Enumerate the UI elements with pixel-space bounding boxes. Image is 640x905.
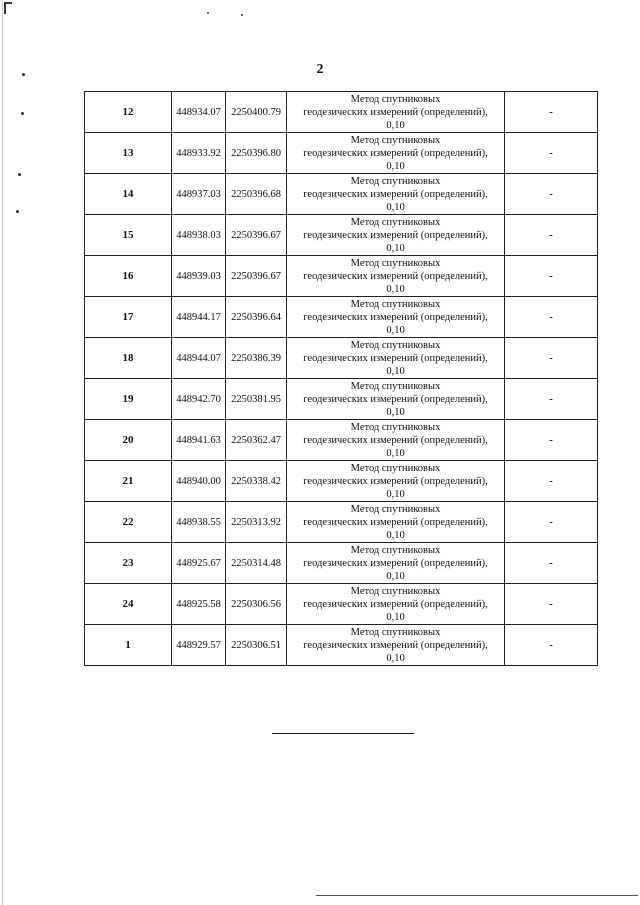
method-cell: [287, 543, 505, 584]
y-coordinate-cell: 2250396.67: [226, 215, 287, 256]
table-row: [85, 338, 598, 379]
x-coordinate-cell: 448942.70: [172, 379, 226, 420]
table-row: [85, 584, 598, 625]
description-cell: -: [505, 215, 598, 256]
point-number-cell: 14: [85, 174, 172, 215]
method-text-line: геодезических измерений (определений),: [303, 352, 488, 364]
description-cell: -: [505, 174, 598, 215]
page-number: 2: [316, 62, 324, 77]
table-row: [85, 297, 598, 338]
x-coordinate-cell: 448944.07: [172, 338, 226, 379]
y-coordinate-cell: 2250396.68: [226, 174, 287, 215]
method-text-line: Метод спутниковых: [350, 462, 441, 474]
x-coordinate-cell: 448933.92: [172, 133, 226, 174]
description-cell: -: [505, 256, 598, 297]
x-coordinate-cell: 448939.03: [172, 256, 226, 297]
method-cell: [287, 584, 505, 625]
method-text-line: 0,10: [386, 201, 405, 213]
x-coordinate-cell: 448937.03: [172, 174, 226, 215]
method-cell: [287, 379, 505, 420]
method-text-line: 0,10: [386, 324, 405, 336]
method-text-line: Метод спутниковых: [350, 503, 441, 515]
point-number-cell: 22: [85, 502, 172, 543]
description-cell: -: [505, 584, 598, 625]
y-coordinate-cell: 2250400.79: [226, 92, 287, 133]
description-cell: -: [505, 420, 598, 461]
method-text-line: 0,10: [386, 488, 405, 500]
method-text-line: Метод спутниковых: [350, 134, 441, 146]
table-row: [85, 92, 598, 133]
x-coordinate-cell: 448925.58: [172, 584, 226, 625]
x-coordinate-cell: 448925.67: [172, 543, 226, 584]
method-text-line: геодезических измерений (определений),: [303, 434, 488, 446]
scan-dot: [21, 112, 24, 115]
y-coordinate-cell: 2250306.56: [226, 584, 287, 625]
coordinates-table-body: [85, 92, 598, 666]
point-number-cell: 23: [85, 543, 172, 584]
scan-dot: [207, 12, 209, 14]
y-coordinate-cell: 2250396.67: [226, 256, 287, 297]
point-number-cell: 17: [85, 297, 172, 338]
y-coordinate-cell: 2250314.48: [226, 543, 287, 584]
method-text-line: Метод спутниковых: [350, 339, 441, 351]
y-coordinate-cell: 2250306.51: [226, 625, 287, 666]
method-text-line: геодезических измерений (определений),: [303, 393, 488, 405]
x-coordinate-cell: 448929.57: [172, 625, 226, 666]
method-cell: [287, 133, 505, 174]
method-text-line: геодезических измерений (определений),: [303, 557, 488, 569]
table-row: [85, 256, 598, 297]
table-row: [85, 215, 598, 256]
method-text-line: 0,10: [386, 160, 405, 172]
method-text-line: 0,10: [386, 365, 405, 377]
method-cell: [287, 92, 505, 133]
method-text-line: геодезических измерений (определений),: [303, 516, 488, 528]
method-text-line: геодезических измерений (определений),: [303, 639, 488, 651]
method-text-line: геодезических измерений (определений),: [303, 270, 488, 282]
coordinates-table: [84, 91, 598, 666]
method-text-line: Метод спутниковых: [350, 421, 441, 433]
description-cell: -: [505, 92, 598, 133]
method-text-line: геодезических измерений (определений),: [303, 147, 488, 159]
point-number-cell: 1: [85, 625, 172, 666]
table-row: [85, 502, 598, 543]
point-number-cell: 13: [85, 133, 172, 174]
description-cell: -: [505, 297, 598, 338]
scan-dot: [16, 210, 19, 213]
y-coordinate-cell: 2250338.42: [226, 461, 287, 502]
method-text-line: Метод спутниковых: [350, 626, 441, 638]
y-coordinate-cell: 2250362.47: [226, 420, 287, 461]
method-text-line: Метод спутниковых: [350, 380, 441, 392]
x-coordinate-cell: 448934.07: [172, 92, 226, 133]
footer-separator-line: [272, 733, 414, 734]
y-coordinate-cell: 2250396.80: [226, 133, 287, 174]
method-cell: [287, 502, 505, 543]
method-text-line: геодезических измерений (определений),: [303, 188, 488, 200]
bottom-edge-line: [316, 895, 638, 896]
table-row: [85, 379, 598, 420]
x-coordinate-cell: 448944.17: [172, 297, 226, 338]
method-cell: [287, 297, 505, 338]
method-text-line: Метод спутниковых: [350, 298, 441, 310]
method-cell: [287, 215, 505, 256]
method-text-line: геодезических измерений (определений),: [303, 475, 488, 487]
method-cell: [287, 174, 505, 215]
method-text-line: Метод спутниковых: [350, 585, 441, 597]
point-number-cell: 12: [85, 92, 172, 133]
point-number-cell: 24: [85, 584, 172, 625]
method-text-line: 0,10: [386, 283, 405, 295]
description-cell: -: [505, 543, 598, 584]
method-text-line: геодезических измерений (определений),: [303, 106, 488, 118]
description-cell: -: [505, 502, 598, 543]
table-row: [85, 461, 598, 502]
description-cell: -: [505, 338, 598, 379]
description-cell: -: [505, 379, 598, 420]
method-cell: [287, 420, 505, 461]
method-text-line: Метод спутниковых: [350, 175, 441, 187]
y-coordinate-cell: 2250386.39: [226, 338, 287, 379]
y-coordinate-cell: 2250396.64: [226, 297, 287, 338]
method-text-line: 0,10: [386, 652, 405, 664]
method-text-line: 0,10: [386, 570, 405, 582]
point-number-cell: 16: [85, 256, 172, 297]
corner-staple-mark: [4, 2, 12, 14]
scan-dot: [18, 173, 21, 176]
table-row: [85, 174, 598, 215]
point-number-cell: 21: [85, 461, 172, 502]
method-cell: [287, 625, 505, 666]
x-coordinate-cell: 448938.03: [172, 215, 226, 256]
method-text-line: 0,10: [386, 406, 405, 418]
description-cell: -: [505, 625, 598, 666]
table-row: [85, 543, 598, 584]
method-text-line: 0,10: [386, 529, 405, 541]
point-number-cell: 20: [85, 420, 172, 461]
table-row: [85, 625, 598, 666]
table-row: [85, 420, 598, 461]
scan-dot: [241, 14, 243, 16]
method-text-line: 0,10: [386, 447, 405, 459]
point-number-cell: 18: [85, 338, 172, 379]
method-text-line: геодезических измерений (определений),: [303, 311, 488, 323]
method-text-line: Метод спутниковых: [350, 544, 441, 556]
method-text-line: Метод спутниковых: [350, 216, 441, 228]
method-cell: [287, 461, 505, 502]
x-coordinate-cell: 448941.63: [172, 420, 226, 461]
y-coordinate-cell: 2250313.92: [226, 502, 287, 543]
description-cell: -: [505, 461, 598, 502]
method-text-line: геодезических измерений (определений),: [303, 598, 488, 610]
point-number-cell: 19: [85, 379, 172, 420]
x-coordinate-cell: 448938.55: [172, 502, 226, 543]
y-coordinate-cell: 2250381.95: [226, 379, 287, 420]
method-text-line: 0,10: [386, 611, 405, 623]
method-text-line: 0,10: [386, 119, 405, 131]
method-text-line: Метод спутниковых: [350, 93, 441, 105]
x-coordinate-cell: 448940.00: [172, 461, 226, 502]
description-cell: -: [505, 133, 598, 174]
table-row: [85, 133, 598, 174]
method-text-line: Метод спутниковых: [350, 257, 441, 269]
method-cell: [287, 256, 505, 297]
point-number-cell: 15: [85, 215, 172, 256]
scan-left-edge: [2, 0, 3, 905]
method-text-line: геодезических измерений (определений),: [303, 229, 488, 241]
method-text-line: 0,10: [386, 242, 405, 254]
method-cell: [287, 338, 505, 379]
